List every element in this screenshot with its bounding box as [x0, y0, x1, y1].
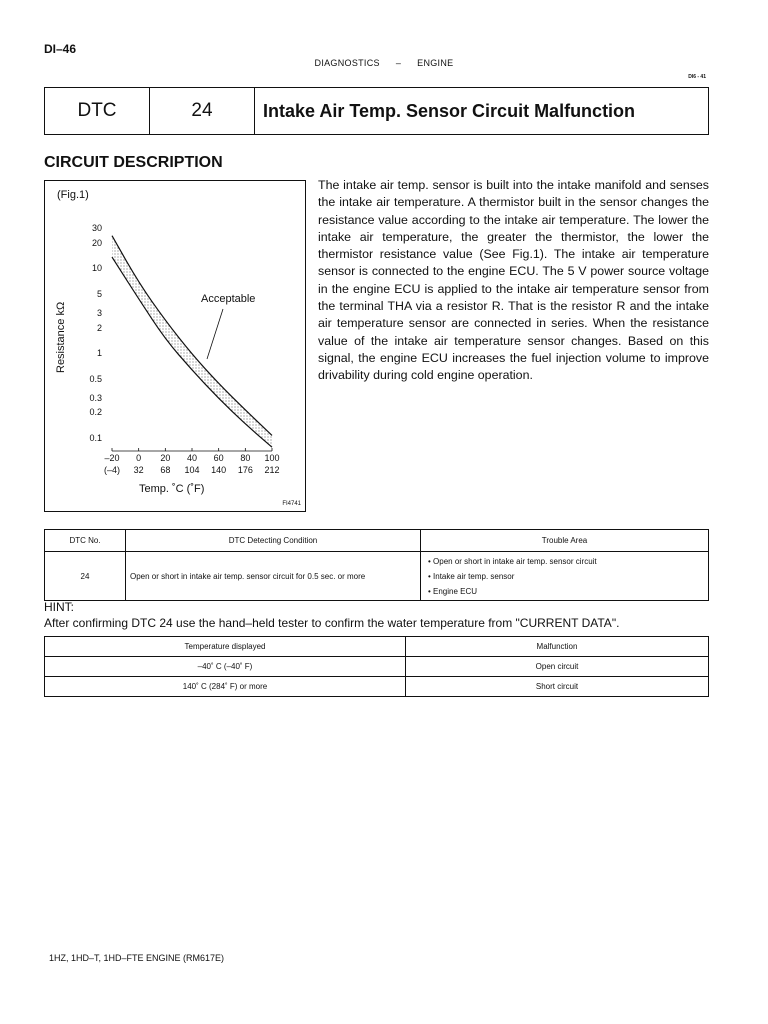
hint-label: HINT:	[44, 600, 74, 614]
y-tick-label: 3	[96, 307, 102, 318]
x-tick-label-f: 140	[211, 465, 227, 475]
running-header-right: ENGINE	[417, 58, 454, 68]
x-tick-label-f: (–4)	[103, 465, 120, 475]
document-id: DI6 - 41	[688, 74, 706, 80]
dtc-table-header-condition: DTC Detecting Condition	[126, 530, 421, 552]
x-tick-label-f: 68	[160, 465, 171, 475]
table-row	[45, 657, 709, 677]
dtc-code: 24	[150, 88, 255, 134]
y-tick-label: 0.2	[89, 407, 102, 418]
dtc-table-header-trouble: Trouble Area	[421, 530, 709, 552]
x-tick-label-f: 176	[237, 465, 253, 475]
dtc-title: Intake Air Temp. Sensor Circuit Malfunction	[263, 100, 636, 121]
dtc-number-cell: 24	[45, 552, 126, 601]
dtc-label: DTC	[45, 88, 150, 134]
x-axis-label: Temp. ˚C (˚F)	[139, 483, 205, 495]
y-axis-label: Resistance kΩ	[55, 301, 67, 373]
section-title: CIRCUIT DESCRIPTION	[44, 154, 223, 171]
temperature-table	[44, 636, 709, 697]
y-tick-label: 0.3	[89, 392, 102, 403]
trouble-area-cell	[421, 552, 709, 601]
y-tick-label: 20	[91, 237, 102, 248]
dtc-title-bar	[44, 87, 709, 135]
figure-code: FI4741	[282, 501, 301, 507]
y-tick-label: 30	[91, 223, 102, 233]
x-tick-label-c: 0	[136, 453, 142, 463]
x-tick-label-c: 100	[264, 453, 280, 463]
y-tick-label: 2	[96, 322, 102, 333]
y-tick-label: 10	[91, 263, 102, 274]
temp-table-header-malfunction: Malfunction	[406, 637, 709, 657]
x-tick-label-f: 212	[264, 465, 280, 475]
y-tick-label: 0.5	[89, 373, 102, 384]
y-tick-label: 0.1	[89, 433, 102, 443]
temp-cell: –40˚ C (–40˚ F)	[45, 657, 406, 677]
figure-label: (Fig.1)	[57, 189, 89, 201]
trouble-item: • Intake air temp. sensor	[428, 571, 515, 581]
trouble-item: • Open or short in intake air temp. sensor circuit	[428, 556, 597, 566]
circuit-description-text: The intake air temp. sensor is built into the intake manifold and senses the intake air temperature. A thermistor built in the sensor changes the resistance value according to the intake air temperature. The lower the intake air temperature, the greater the thermistor, the lower the thermistor resistance value (See Fig.1). The intake air temperature sensor is connected to the engine ECU. The 5 V power source voltage in the engine ECU is applied to the intake air temperature sensor from the terminal THA via a resistor R. That is the resistor R and the intake air temperature sensor are connected in series. When the resistance value of the intake air temperature sensor changes. Based on this signal, the engine ECU increases the fuel injection volume to improve drivability during cold engine operation.	[318, 178, 709, 383]
running-header	[0, 58, 768, 68]
trouble-item: • Engine ECU	[428, 586, 478, 596]
x-tick-label-c: 40	[186, 453, 197, 463]
x-tick-label-f: 32	[133, 465, 144, 475]
figure-box	[44, 180, 306, 512]
dtc-table	[44, 529, 709, 601]
malfunction-cell: Short circuit	[406, 677, 709, 697]
malfunction-cell: Open circuit	[406, 657, 709, 677]
x-tick-label-c: 20	[160, 453, 171, 463]
running-header-left: DIAGNOSTICS	[314, 58, 380, 68]
temp-cell: 140˚ C (284˚ F) or more	[45, 677, 406, 697]
hint-text: After confirming DTC 24 use the hand–held tester to confirm the water temperature from "CURRENT DATA".	[44, 616, 620, 630]
table-row	[45, 677, 709, 697]
temp-table-header-temp: Temperature displayed	[45, 637, 406, 657]
page-footer: 1HZ, 1HD–T, 1HD–FTE ENGINE (RM617E)	[49, 953, 225, 963]
x-tick-label-f: 104	[184, 465, 200, 475]
table-row	[45, 552, 709, 601]
running-header-dash: –	[395, 58, 402, 68]
x-tick-label-c: 60	[213, 453, 224, 463]
upper-limit-line	[112, 236, 272, 436]
acceptable-band	[112, 236, 272, 448]
y-tick-label: 5	[96, 288, 102, 299]
dtc-table-header-no: DTC No.	[45, 530, 126, 552]
x-tick-label-c: –20	[104, 453, 120, 463]
y-tick-label: 1	[96, 348, 102, 359]
acceptable-label: Acceptable	[201, 293, 256, 305]
acceptable-leader-line	[207, 309, 223, 359]
page-number: DI–46	[44, 42, 77, 56]
dtc-condition-cell: Open or short in intake air temp. sensor circuit for 0.5 sec. or more	[126, 552, 421, 601]
x-tick-label-c: 80	[240, 453, 251, 463]
